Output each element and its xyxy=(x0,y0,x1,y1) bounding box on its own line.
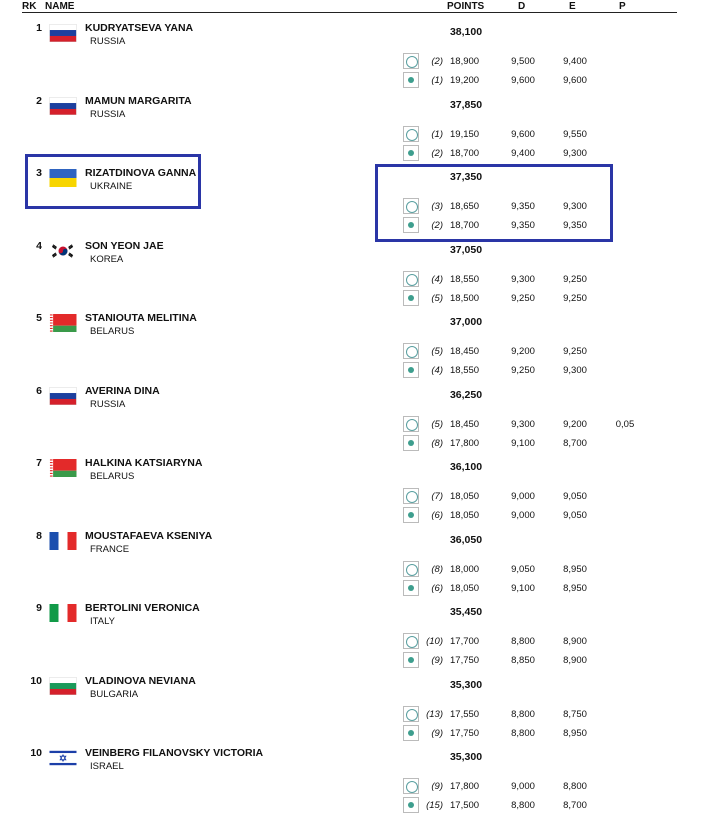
ball-icon xyxy=(403,362,419,378)
total-points: 35,300 xyxy=(449,751,483,763)
execution-score: 9,250 xyxy=(563,293,587,304)
execution-score: 9,300 xyxy=(563,365,587,376)
apparatus-score: 17,800 xyxy=(450,781,480,792)
execution-score: 8,800 xyxy=(563,781,587,792)
difficulty-score: 9,250 xyxy=(511,365,535,376)
ball-icon xyxy=(403,290,419,306)
total-points: 36,050 xyxy=(449,534,483,546)
athlete-country: RUSSIA xyxy=(90,36,126,47)
difficulty-score: 9,000 xyxy=(511,510,535,521)
rank-number: 4 xyxy=(36,240,42,252)
difficulty-score: 9,000 xyxy=(511,491,535,502)
apparatus-rank: (6) xyxy=(431,510,443,521)
hoop-shape xyxy=(406,419,418,431)
athlete-country: BELARUS xyxy=(90,326,135,337)
execution-score: 9,200 xyxy=(563,419,587,430)
flag-russia-icon xyxy=(49,24,77,42)
difficulty-score: 9,250 xyxy=(511,293,535,304)
hoop-icon xyxy=(403,488,419,504)
apparatus-rank: (9) xyxy=(431,655,443,666)
athlete-entry xyxy=(0,457,713,529)
highlight-box-scores xyxy=(375,164,613,242)
flag-belarus-icon xyxy=(49,314,77,332)
execution-score: 9,250 xyxy=(563,346,587,357)
apparatus-rank: (8) xyxy=(431,438,443,449)
athlete-name: STANIOUTA MELITINA xyxy=(85,312,197,324)
athlete-name: KUDRYATSEVA YANA xyxy=(85,22,194,34)
header-d: D xyxy=(518,1,526,12)
ball-shape xyxy=(408,657,414,663)
apparatus-score: 17,750 xyxy=(450,655,480,666)
apparatus-row xyxy=(0,435,713,453)
athlete-entry xyxy=(0,530,713,602)
rank-number: 9 xyxy=(36,602,42,614)
ball-shape xyxy=(408,730,414,736)
rank-number: 6 xyxy=(36,385,42,397)
execution-score: 9,600 xyxy=(563,75,587,86)
athlete-country: FRANCE xyxy=(90,544,130,555)
apparatus-row xyxy=(0,561,713,579)
total-points: 37,850 xyxy=(449,99,483,111)
athlete-name: SON YEON JAE xyxy=(85,240,164,252)
athlete-entry xyxy=(0,602,713,674)
apparatus-score: 19,150 xyxy=(450,129,480,140)
apparatus-row xyxy=(0,580,713,598)
difficulty-score: 9,300 xyxy=(511,419,535,430)
apparatus-rank: (5) xyxy=(431,419,443,430)
execution-score: 9,050 xyxy=(563,510,587,521)
ball-icon xyxy=(403,72,419,88)
apparatus-rank: (4) xyxy=(431,274,443,285)
apparatus-row xyxy=(0,53,713,71)
apparatus-rank: (3) xyxy=(431,201,443,212)
execution-score: 9,050 xyxy=(563,491,587,502)
flag-bulgaria-icon xyxy=(49,677,77,695)
apparatus-score: 19,200 xyxy=(450,75,480,86)
athlete-country: RUSSIA xyxy=(90,109,126,120)
total-points: 38,100 xyxy=(449,26,483,38)
ball-icon xyxy=(403,652,419,668)
athlete-country: ITALY xyxy=(90,616,115,627)
total-points: 35,300 xyxy=(449,679,483,691)
athlete-entry xyxy=(0,747,713,819)
hoop-icon xyxy=(403,343,419,359)
hoop-shape xyxy=(406,709,418,721)
difficulty-score: 9,300 xyxy=(511,274,535,285)
apparatus-score: 18,500 xyxy=(450,293,480,304)
hoop-shape xyxy=(406,781,418,793)
hoop-icon xyxy=(403,633,419,649)
apparatus-row xyxy=(0,652,713,670)
athlete-country: UKRAINE xyxy=(90,181,133,192)
ball-icon xyxy=(403,580,419,596)
apparatus-rank: (7) xyxy=(431,491,443,502)
apparatus-row xyxy=(0,778,713,796)
flag-france-icon xyxy=(49,532,77,550)
apparatus-rank: (5) xyxy=(431,293,443,304)
apparatus-rank: (9) xyxy=(431,781,443,792)
ball-shape xyxy=(408,150,414,156)
hoop-shape xyxy=(406,636,418,648)
athlete-name: AVERINA DINA xyxy=(85,385,160,397)
execution-score: 9,250 xyxy=(563,274,587,285)
header-p: P xyxy=(619,1,626,12)
ball-shape xyxy=(408,512,414,518)
hoop-shape xyxy=(406,274,418,286)
rank-number: 7 xyxy=(36,457,42,469)
apparatus-score: 17,800 xyxy=(450,438,480,449)
ball-shape xyxy=(408,585,414,591)
hoop-shape xyxy=(406,564,418,576)
execution-score: 9,550 xyxy=(563,129,587,140)
flag-israel-icon xyxy=(49,749,77,767)
hoop-icon xyxy=(403,126,419,142)
apparatus-row xyxy=(0,72,713,90)
difficulty-score: 9,050 xyxy=(511,564,535,575)
hoop-icon xyxy=(403,53,419,69)
apparatus-score: 18,550 xyxy=(450,274,480,285)
difficulty-score: 8,800 xyxy=(511,709,535,720)
difficulty-score: 9,100 xyxy=(511,583,535,594)
ball-shape xyxy=(408,802,414,808)
apparatus-row xyxy=(0,416,713,434)
execution-score: 8,900 xyxy=(563,655,587,666)
apparatus-row xyxy=(0,725,713,743)
rank-number: 8 xyxy=(36,530,42,542)
apparatus-score: 18,700 xyxy=(450,220,480,231)
apparatus-rank: (5) xyxy=(431,346,443,357)
execution-score: 8,700 xyxy=(563,438,587,449)
athlete-name: BERTOLINI VERONICA xyxy=(85,602,200,614)
execution-score: 8,950 xyxy=(563,583,587,594)
execution-score: 9,300 xyxy=(563,148,587,159)
apparatus-rank: (4) xyxy=(431,365,443,376)
apparatus-row xyxy=(0,290,713,308)
execution-score: 9,350 xyxy=(563,220,587,231)
total-points: 36,250 xyxy=(449,389,483,401)
header-divider xyxy=(22,12,677,13)
apparatus-rank: (15) xyxy=(426,800,443,811)
penalty: 0,05 xyxy=(615,419,635,430)
highlight-box-athlete xyxy=(25,154,201,209)
hoop-icon xyxy=(403,561,419,577)
flag-russia-icon xyxy=(49,387,77,405)
total-points: 37,350 xyxy=(449,171,483,183)
hoop-icon xyxy=(403,271,419,287)
header-rank: RK xyxy=(22,1,37,12)
ball-icon xyxy=(403,507,419,523)
difficulty-score: 9,600 xyxy=(511,75,535,86)
athlete-country: BELARUS xyxy=(90,471,135,482)
hoop-icon xyxy=(403,706,419,722)
apparatus-score: 18,900 xyxy=(450,56,480,67)
apparatus-row xyxy=(0,126,713,144)
execution-score: 9,400 xyxy=(563,56,587,67)
apparatus-score: 17,500 xyxy=(450,800,480,811)
difficulty-score: 8,800 xyxy=(511,728,535,739)
ball-shape xyxy=(408,367,414,373)
hoop-shape xyxy=(406,56,418,68)
header-e: E xyxy=(569,1,576,12)
athlete-country: BULGARIA xyxy=(90,689,139,700)
difficulty-score: 9,200 xyxy=(511,346,535,357)
header-name: NAME xyxy=(45,1,75,12)
athlete-entry xyxy=(0,312,713,384)
apparatus-score: 17,750 xyxy=(450,728,480,739)
rank-number: 3 xyxy=(36,167,42,179)
athlete-name: RIZATDINOVA GANNA xyxy=(85,167,197,179)
apparatus-score: 17,700 xyxy=(450,636,480,647)
apparatus-row xyxy=(0,797,713,815)
apparatus-rank: (13) xyxy=(426,709,443,720)
execution-score: 8,750 xyxy=(563,709,587,720)
apparatus-score: 18,000 xyxy=(450,564,480,575)
athlete-entry xyxy=(0,385,713,457)
apparatus-score: 18,050 xyxy=(450,583,480,594)
apparatus-rank: (10) xyxy=(426,636,443,647)
hoop-shape xyxy=(406,491,418,503)
difficulty-score: 9,600 xyxy=(511,129,535,140)
athlete-name: MOUSTAFAEVA KSENIYA xyxy=(85,530,213,542)
apparatus-rank: (1) xyxy=(431,75,443,86)
ball-shape xyxy=(408,440,414,446)
apparatus-rank: (6) xyxy=(431,583,443,594)
execution-score: 8,950 xyxy=(563,728,587,739)
apparatus-score: 18,050 xyxy=(450,510,480,521)
apparatus-row xyxy=(0,706,713,724)
difficulty-score: 9,000 xyxy=(511,781,535,792)
apparatus-row xyxy=(0,633,713,651)
flag-italy-icon xyxy=(49,604,77,622)
athlete-name: HALKINA KATSIARYNA xyxy=(85,457,203,469)
ball-icon xyxy=(403,435,419,451)
apparatus-rank: (8) xyxy=(431,564,443,575)
table-header xyxy=(0,0,713,13)
ball-icon xyxy=(403,797,419,813)
header-points: POINTS xyxy=(447,1,485,12)
difficulty-score: 8,850 xyxy=(511,655,535,666)
rank-number: 1 xyxy=(36,22,42,34)
athlete-country: RUSSIA xyxy=(90,399,126,410)
hoop-shape xyxy=(406,346,418,358)
athlete-entry xyxy=(0,240,713,312)
ball-icon xyxy=(403,145,419,161)
apparatus-rank: (9) xyxy=(431,728,443,739)
apparatus-score: 18,450 xyxy=(450,346,480,357)
execution-score: 8,700 xyxy=(563,800,587,811)
ball-shape xyxy=(408,295,414,301)
execution-score: 9,300 xyxy=(563,201,587,212)
apparatus-score: 18,050 xyxy=(450,491,480,502)
apparatus-score: 18,450 xyxy=(450,419,480,430)
athlete-country: KOREA xyxy=(90,254,124,265)
apparatus-row xyxy=(0,488,713,506)
rank-number: 10 xyxy=(30,747,42,759)
apparatus-score: 18,650 xyxy=(450,201,480,212)
difficulty-score: 9,350 xyxy=(511,220,535,231)
apparatus-rank: (2) xyxy=(431,56,443,67)
flag-korea-icon xyxy=(49,242,77,260)
difficulty-score: 9,400 xyxy=(511,148,535,159)
ball-icon xyxy=(403,725,419,741)
difficulty-score: 9,500 xyxy=(511,56,535,67)
apparatus-score: 18,550 xyxy=(450,365,480,376)
difficulty-score: 8,800 xyxy=(511,636,535,647)
total-points: 36,100 xyxy=(449,461,483,473)
athlete-name: VLADINOVA NEVIANA xyxy=(85,675,196,687)
athlete-name: MAMUN MARGARITA xyxy=(85,95,192,107)
apparatus-rank: (1) xyxy=(431,129,443,140)
athlete-entry xyxy=(0,675,713,747)
apparatus-row xyxy=(0,507,713,525)
difficulty-score: 9,350 xyxy=(511,201,535,212)
athlete-country: ISRAEL xyxy=(90,761,124,772)
hoop-icon xyxy=(403,416,419,432)
apparatus-rank: (2) xyxy=(431,220,443,231)
difficulty-score: 8,800 xyxy=(511,800,535,811)
apparatus-row xyxy=(0,343,713,361)
athlete-name: VEINBERG FILANOVSKY VICTORIA xyxy=(85,747,264,759)
total-points: 35,450 xyxy=(449,606,483,618)
total-points: 37,050 xyxy=(449,244,483,256)
hoop-shape xyxy=(406,129,418,141)
apparatus-score: 17,550 xyxy=(450,709,480,720)
apparatus-score: 18,700 xyxy=(450,148,480,159)
apparatus-rank: (2) xyxy=(431,148,443,159)
apparatus-row xyxy=(0,362,713,380)
flag-russia-icon xyxy=(49,97,77,115)
total-points: 37,000 xyxy=(449,316,483,328)
difficulty-score: 9,100 xyxy=(511,438,535,449)
rank-number: 10 xyxy=(30,675,42,687)
flag-belarus-icon xyxy=(49,459,77,477)
hoop-icon xyxy=(403,778,419,794)
rank-number: 2 xyxy=(36,95,42,107)
apparatus-row xyxy=(0,271,713,289)
execution-score: 8,950 xyxy=(563,564,587,575)
ball-shape xyxy=(408,77,414,83)
athlete-entry xyxy=(0,22,713,94)
rank-number: 5 xyxy=(36,312,42,324)
execution-score: 8,900 xyxy=(563,636,587,647)
